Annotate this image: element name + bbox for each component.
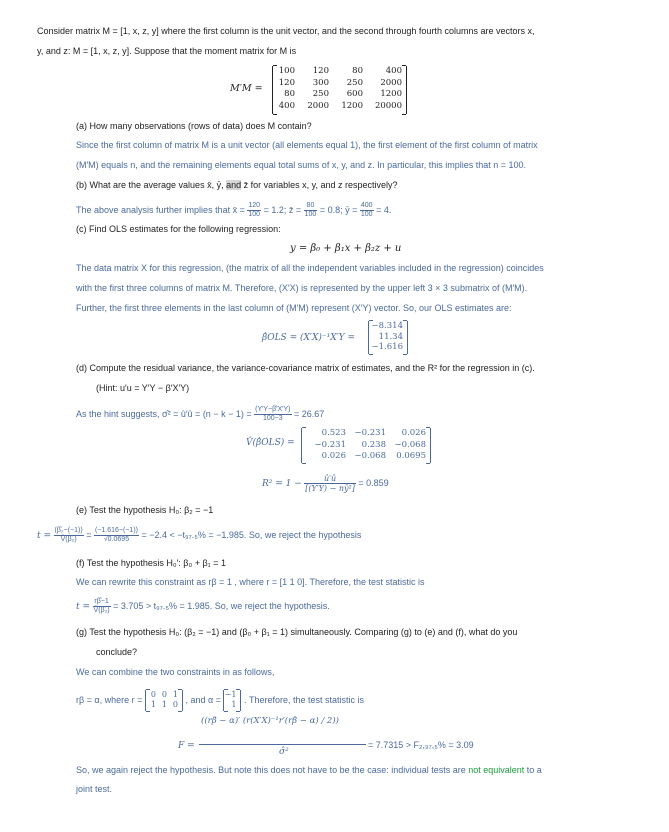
vcov-lhs: V̂(β̂OLS) = — [246, 438, 295, 448]
intro-line-2: y, and z: M = [1, x, z, y]. Suppose that the moment matrix for M is — [37, 46, 297, 56]
vcov-cell: −0.068 — [354, 451, 386, 461]
moment-matrix-cell: 2000 — [307, 100, 329, 111]
beta-ols-cell: −1.616 — [371, 342, 403, 352]
r-matrix-cell: 0 — [150, 690, 156, 699]
beta-ols-cell: −8.314 — [371, 321, 403, 331]
question-e: (e) Test the hypothesis H₀: β₂ = −1 — [76, 505, 214, 515]
moment-matrix-cell: 100 — [278, 66, 295, 76]
moment-matrix-cell: 300 — [312, 77, 329, 88]
fraction-y-bar: $\frac{400}{100}$ — [360, 202, 373, 219]
alpha-cell: −1 — [224, 690, 237, 699]
r-matrix-cell: 0 — [172, 700, 178, 709]
regression-equation: y = β₀ + β₁x + β₂z + u — [290, 243, 402, 254]
not-equivalent-text: not equivalent — [468, 765, 525, 775]
moment-matrix-cell: 600 — [346, 89, 363, 99]
answer-c-line-2: with the first three columns of matrix M. Therefore, (X′X) is represented by the upper left 3 × 3 submatrix of (M′M). — [76, 283, 528, 293]
beta-ols-lhs: β̂OLS = (X′X)⁻¹X′Y = — [262, 333, 356, 343]
t-stat-f-fraction: $\frac{r\betâ-1}{\text{V̂(β̂₂)}}$ — [93, 598, 110, 615]
question-d: (d) Compute the residual variance, the variance-covariance matrix of estimates, and the R² for the regression in (c). — [76, 363, 535, 373]
fraction-x-bar: $\frac{120}{100}$ — [248, 202, 261, 219]
r-matrix-cell: 1 — [172, 690, 178, 699]
answer-a-line-1: Since the first column of matrix M is a unit vector (all elements equal 1), the first element of the first column of matrix — [76, 140, 538, 150]
conclusion-line-1: So, we again reject the hypothesis. But note this does not have to be the case: individual tests are not equivalent to a — [76, 765, 542, 775]
moment-matrix-cell: 1200 — [380, 89, 402, 99]
answer-c-line-3: Further, the first three elements in the last column of (M′M) represent (X′Y) vector. So, our OLS estimates are: — [76, 303, 512, 313]
r-matrix-cell: 0 — [161, 690, 167, 699]
variance-fraction: $\frac{(Y'Y-\betâ'X'Y)}{100-3}$ — [255, 406, 291, 423]
r-matrix-cell: 1 — [150, 700, 156, 709]
vcov-cell: 0.026 — [401, 428, 426, 438]
beta-ols-cell: 11.34 — [378, 331, 403, 342]
question-g-line-1: (g) Test the hypothesis H₀: (β₂ = −1) and (β₀ + β₁ = 1) simultaneously. Comparing (g) to (e) and (f), what do you — [76, 627, 518, 637]
vcov-cell: 0.0695 — [396, 451, 426, 461]
r-matrix — [145, 690, 183, 711]
beta-ols-vector — [368, 321, 408, 354]
r-squared: R² = 1 − $\frac{û'û}{\text{[(Y′Y) − nȳ²]}}$ = 0.859 — [262, 474, 389, 494]
vcov-cell: 0.523 — [321, 428, 346, 438]
answer-f-line-2: t = $\frac{r\betâ-1}{\text{V̂(β̂₂)}}$ = 3.705 > t₉₇.₅% = 1.985. So, we reject the hypothesis. — [76, 598, 330, 615]
f-stat-numerator: ((rβ̂ − α)′ (r(X′X)⁻¹r′(rβ̂ − α) / 2)) — [201, 716, 339, 726]
moment-matrix-cell: 400 — [385, 66, 402, 76]
conclusion-line-2: joint test. — [76, 784, 113, 794]
highlighted-and: and — [226, 180, 242, 190]
moment-matrix — [272, 66, 407, 114]
answer-e: t = $\frac{\text{(β̂₂−(−1))}}{\text{V̂(β̂₂)}}$ = $\frac{(-1.616-(-1))}{√0.0695}$ = −2.4 < −t₉₇.₅% = −1.985. So, we reject the hypothesis — [37, 527, 362, 544]
moment-matrix-cell: 20000 — [374, 100, 402, 111]
moment-matrix-cell: 80 — [352, 66, 363, 76]
vcov-cell: 0.238 — [361, 439, 386, 450]
moment-matrix-cell: 1200 — [341, 100, 363, 111]
r-squared-fraction: $\frac{û'û}{\text{[(Y′Y) − nȳ²]}}$ — [305, 474, 355, 494]
question-f: (f) Test the hypothesis H₀′: β₀ + β₁ = 1 — [76, 558, 226, 568]
moment-matrix-cell: 250 — [312, 89, 329, 99]
r-matrix-cell: 1 — [161, 700, 167, 709]
answer-b: The above analysis further implies that x̄ = $\frac{120}{100}$ = 1.2; z̄ = $\frac{80}{100}$ = 0.8; ȳ = $\frac{400}{100}$ = 4. — [76, 202, 392, 219]
t-stat-fraction-symbolic: $\frac{\text{(β̂₂−(−1))}}{\text{V̂(β̂₂)}}$ — [54, 527, 83, 544]
f-stat-fraction-bar — [199, 744, 366, 745]
alpha-vector — [223, 690, 241, 711]
alpha-cell: 1 — [231, 700, 237, 709]
moment-matrix-cell: 400 — [278, 100, 295, 111]
question-b: (b) What are the average values x̄, ȳ, and z̄ for variables x, y, and z respectively? — [76, 180, 398, 190]
vcov-cell: −0.231 — [314, 439, 346, 450]
moment-lhs: M′M = — [230, 83, 263, 94]
hint-d: (Hint: u′u = Y′Y − β′X′Y) — [96, 383, 190, 393]
answer-a-line-2: (M′M) equals n, and the remaining elements equal total sums of x, y, and z. In particular, this implies that n = 100. — [76, 160, 526, 170]
vcov-cell: 0.026 — [321, 451, 346, 461]
t-stat-fraction-numeric: $\frac{(-1.616-(-1))}{√0.0695}$ — [94, 527, 138, 544]
vcov-cell: −0.231 — [354, 428, 386, 438]
question-a: (a) How many observations (rows of data) does M contain? — [76, 121, 312, 131]
moment-matrix-cell: 250 — [346, 77, 363, 88]
vcov-cell: −0.068 — [394, 439, 426, 450]
answer-f-line-1: We can rewrite this constraint as rβ = 1 , where r = [1 1 0]. Therefore, the test statistic is — [76, 577, 425, 587]
vcov-matrix — [301, 428, 431, 463]
f-stat-denominator: σ̂² — [279, 747, 289, 757]
moment-matrix-cell: 2000 — [380, 77, 402, 88]
question-g-line-2: conclude? — [96, 647, 138, 657]
f-stat-lhs: F = — [178, 741, 195, 751]
fraction-z-bar: $\frac{80}{100}$ — [304, 202, 317, 219]
moment-matrix-cell: 120 — [278, 77, 295, 88]
moment-matrix-cell: 120 — [312, 66, 329, 76]
answer-d-variance: As the hint suggests, σ̂² = û′û = (n − k − 1) = $\frac{(Y'Y-\betâ'X'Y)}{100-3}$ = 26.67 — [76, 406, 325, 423]
question-c: (c) Find OLS estimates for the following regression: — [76, 224, 281, 234]
answer-g-constraints: rβ = α, where r = 0 0 1 1 1 0 , and α = −1 1 . Therefore, the test statistic is — [76, 690, 364, 709]
answer-c-line-1: The data matrix X for this regression, (the matrix of all the independent variables included in the regression) coincides — [76, 263, 544, 273]
answer-g-line-1: We can combine the two constraints in as follows, — [76, 667, 275, 677]
f-stat-value: = 7.7315 > F₂,₉₇,₅% = 3.09 — [368, 740, 474, 750]
intro-line-1: Consider matrix M = [1, x, z, y] where the first column is the unit vector, and the second through fourth columns are vectors x, — [37, 26, 535, 36]
moment-matrix-cell: 80 — [284, 89, 295, 99]
